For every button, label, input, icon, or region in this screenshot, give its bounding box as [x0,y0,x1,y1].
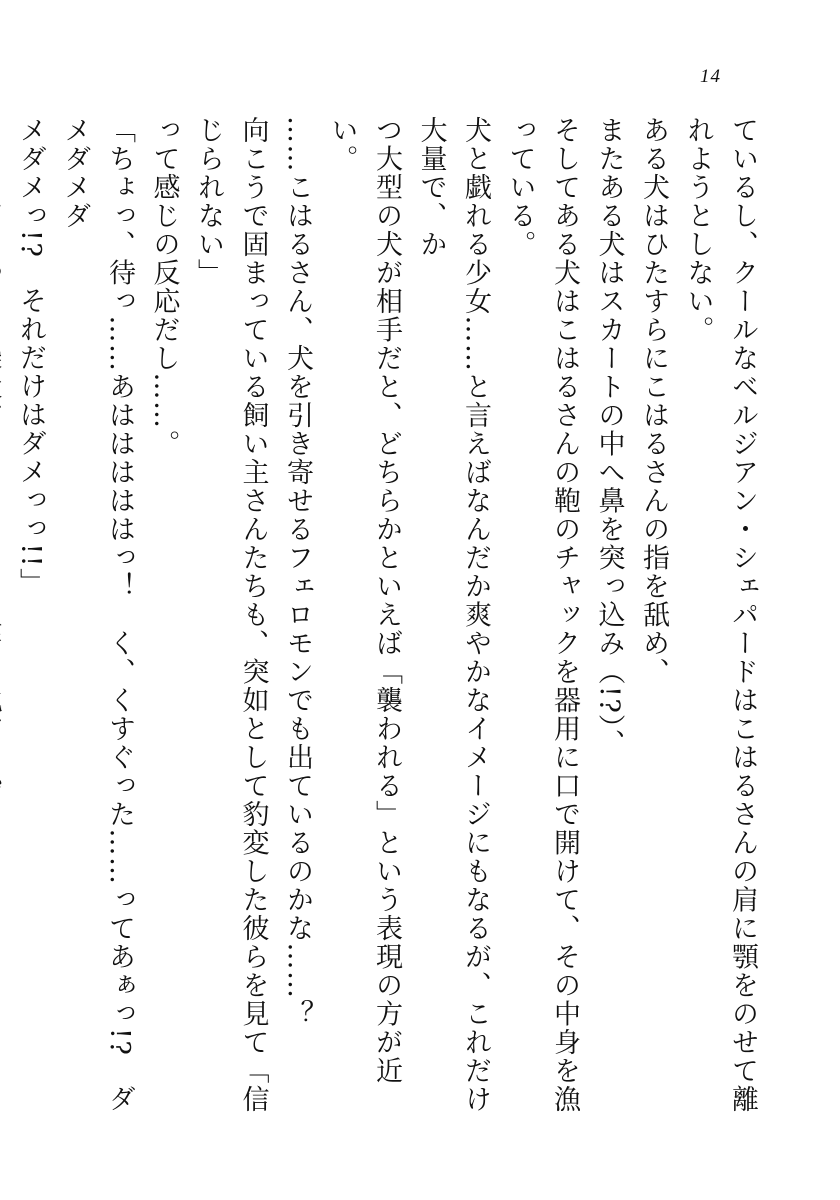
body-text [15,116,764,1126]
text-line: メダメっ!? それだけはダメっっ!!」 [15,116,46,597]
text-line: つ大型の犬が相手だと、どちらかといえば「襲われる」という表現の方が近い。 [326,116,402,1085]
text-line: またある犬はスカートの中へ鼻を突っ込み（!?）、 [593,116,625,758]
text-line: ているし、クールなベルジアン・シェパードはこはるさんの肩に顎をのせて離れようとしない。 [682,116,758,1114]
text-line: ある犬はひたすらにこはるさんの指を舐め、 [638,116,669,686]
text-line [0,116,8,1126]
text-line: 「ちょっ、待っ……あはははははっ！ く、くすぐった……ってあぁっ!? ダメダメダ [59,116,135,1114]
page-number: 14 [700,66,721,87]
text-line: ……こはるさん、犬を引き寄せるフェロモンでも出ているのかな……？ [282,116,313,1028]
text-line: 犬と戯れる少女……と言えばなんだか爽やかなイメージにもなるが、これだけ大量で、か [415,116,491,1114]
text-line: って感じの反応だし……。 [148,116,180,458]
text-line: そしてある犬はこはるさんの鞄のチャックを器用に口で開けて、その中身を漁っている。 [504,116,580,1114]
text-line: 向こうで固まっている飼い主さんたちも、突如として豹変した彼らを見て「信じられない」 [193,116,269,1114]
